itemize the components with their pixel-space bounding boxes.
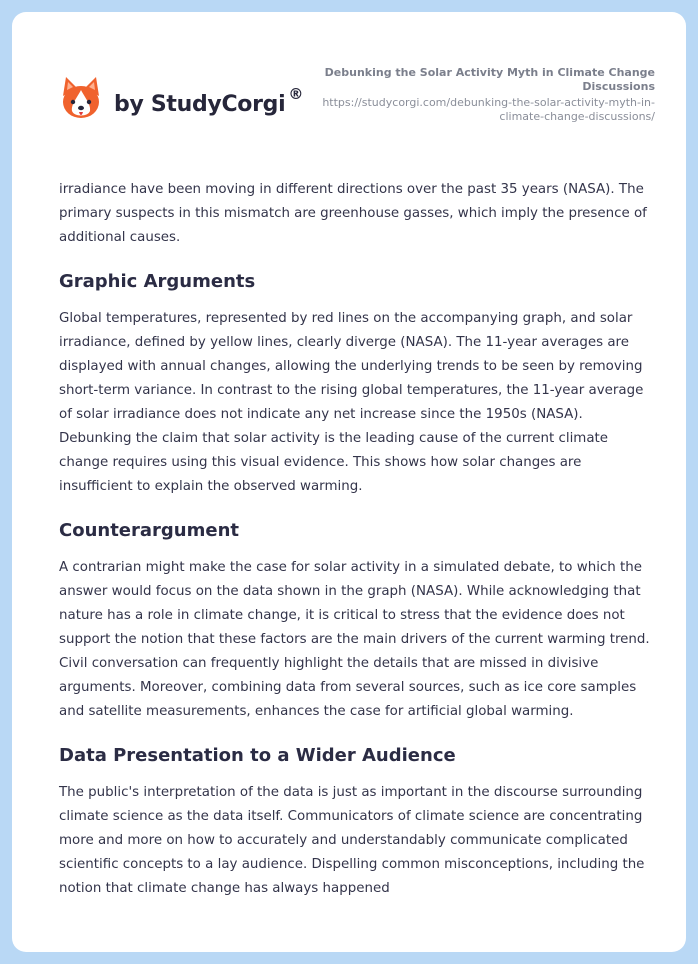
document-title: Debunking the Solar Activity Myth in Climate Change Discussions (324, 66, 655, 93)
brand-name: by StudyCorgi ® (114, 85, 304, 117)
section-body-counterargument: A contrarian might make the case for solar activity in a simulated debate, to which the answer would focus on the data shown in the graph (NASA). While acknowledging that nature has a role in climate change, it is critical to stress that the evidence does not support the notion that these factors are the main drivers of the current warming trend. Civil conversation can frequently highlight the details that are missed in divisive arguments. Moreover, combining data from several sources, such as ice core samples and satellite measurements, enhances the case for artificial global warming. (59, 560, 650, 719)
section-heading-counterargument: Counterargument (59, 520, 239, 541)
document-meta (315, 66, 655, 124)
intro-paragraph: irradiance have been moving in different directions over the past 35 years (NASA). The primary suspects in this mismatch are greenhouse gasses, which imply the presence of additional causes. (59, 182, 647, 245)
section-body-data-presentation: The public's interpretation of the data is just as important in the discourse surrounding climate science as the data itself. Communicators of climate science are concentrating more and more on how to accurately and understandably communicate complicated scientific concepts to a lay audience. Dispelling common misconceptions, including the notion that climate change has always happened (59, 785, 645, 896)
section-heading-graphic-arguments: Graphic Arguments (59, 271, 256, 292)
page-header (12, 12, 686, 162)
section-body-graphic-arguments: Global temperatures, represented by red lines on the accompanying graph, and solar irradiance, defined by yellow lines, clearly diverge (NASA). The 11-year averages are displayed with annual changes, allowing the underlying trends to be seen by removing short-term variance. In contrast to the rising global temperatures, the 11-year average of solar irradiance does not indicate any net increase since the 1950s (NASA). Debunking the claim that solar activity is the leading cause of the current climate change requires using this visual evidence. This shows how solar changes are insufficient to explain the observed warming. (59, 311, 644, 494)
studycorgi-logo[interactable] (60, 76, 303, 122)
document-url[interactable]: https://studycorgi.com/debunking-the-solar-activity-myth-in-climate-change-discussions/ (322, 96, 655, 123)
section-heading-data-presentation: Data Presentation to a Wider Audience (59, 745, 456, 766)
article-content (59, 178, 659, 901)
corgi-icon (60, 76, 102, 122)
registered-mark: ® (288, 85, 304, 103)
document-card (12, 12, 686, 952)
